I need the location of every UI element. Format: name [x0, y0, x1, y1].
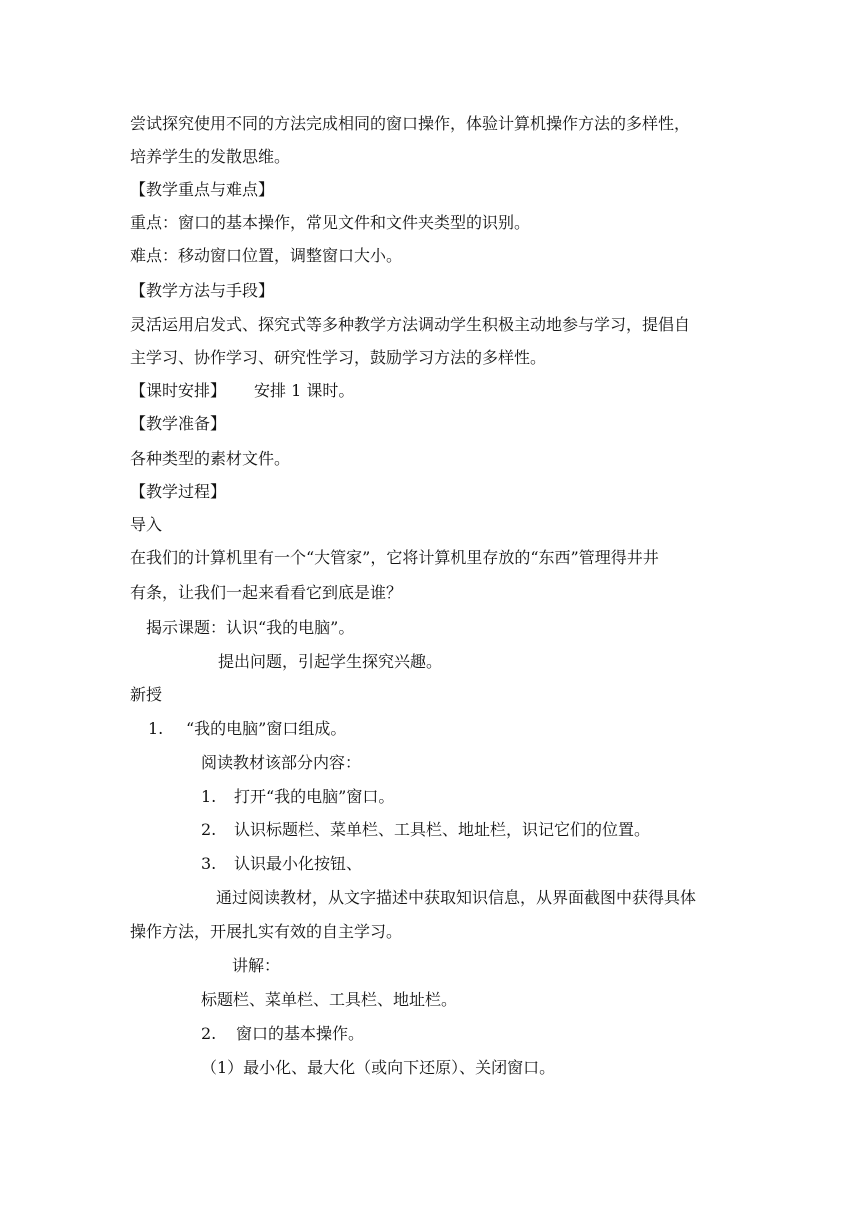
- study-line-1: 通过阅读教材，从文字描述中获取知识信息，从界面截图中获得具体: [216, 888, 697, 907]
- explain-label: 讲解：: [232, 956, 281, 975]
- sub-item-1-number: 1.: [201, 787, 217, 806]
- goal-line-2: 培养学生的发散思维。: [130, 147, 291, 166]
- raise-question: 提出问题，引起学生探究兴趣。: [218, 652, 443, 671]
- key-points-heading: 【教学重点与难点】: [130, 180, 275, 199]
- method-heading: 【教学方法与手段】: [130, 281, 275, 300]
- method-line-1: 灵活运用启发式、探究式等多种教学方法调动学生积极主动地参与学习，提倡自: [130, 315, 691, 334]
- sub-item-3-number: 3.: [201, 854, 217, 873]
- goal-line-1: 尝试探究使用不同的方法完成相同的窗口操作，体验计算机操作方法的多样性，: [130, 114, 691, 133]
- sub-item-2-text: 认识标题栏、菜单栏、工具栏、地址栏，识记它们的位置。: [234, 820, 651, 839]
- item-1-number: 1.: [148, 719, 164, 738]
- explain-text: 标题栏、菜单栏、工具栏、地址栏。: [201, 990, 458, 1009]
- sub-item-3-text: 认识最小化按钮、: [234, 854, 363, 873]
- study-line-2: 操作方法，开展扎实有效的自主学习。: [130, 922, 403, 941]
- sub-item-1-text: 打开“我的电脑”窗口。: [234, 787, 395, 806]
- intro-line-1: 在我们的计算机里有一个“大管家”，它将计算机里存放的“东西”管理得井井: [130, 548, 659, 567]
- schedule-text: 安排 1 课时。: [254, 381, 355, 400]
- key-point: 重点：窗口的基本操作，常见文件和文件夹类型的识别。: [130, 213, 531, 232]
- item-2-text: 窗口的基本操作。: [236, 1024, 365, 1043]
- prep-heading: 【教学准备】: [130, 414, 227, 433]
- read-instruction: 阅读教材该部分内容：: [201, 753, 362, 772]
- method-line-2: 主学习、协作学习、研究性学习，鼓励学习方法的多样性。: [130, 348, 547, 367]
- process-heading: 【教学过程】: [130, 482, 227, 501]
- difficult-point: 难点：移动窗口位置，调整窗口大小。: [130, 246, 403, 265]
- item-1-text: “我的电脑”窗口组成。: [186, 719, 347, 738]
- schedule-heading: 【课时安排】: [130, 381, 227, 400]
- item-2-number: 2.: [201, 1024, 217, 1043]
- prep-text: 各种类型的素材文件。: [130, 449, 291, 468]
- intro-label: 导入: [130, 515, 163, 534]
- sub-item-2-number: 2.: [201, 820, 217, 839]
- new-lesson-label: 新授: [130, 685, 163, 704]
- intro-line-2: 有条，让我们一起来看看它到底是谁？: [130, 583, 403, 602]
- reveal-topic: 揭示课题：认识“我的电脑”。: [146, 618, 355, 637]
- operation-1: （1）最小化、最大化（或向下还原）、关闭窗口。: [201, 1058, 556, 1077]
